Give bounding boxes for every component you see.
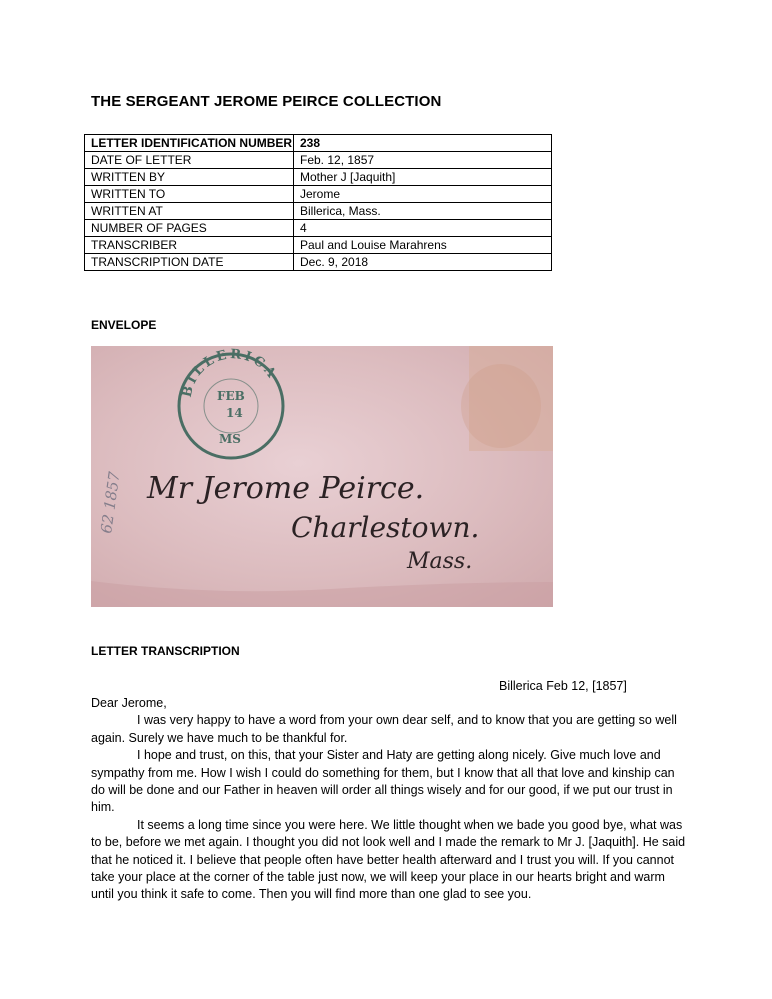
envelope-drawing bbox=[91, 346, 553, 607]
letter-place-date: Billerica Feb 12, [1857] bbox=[499, 679, 627, 693]
postmark-day: 14 bbox=[226, 406, 243, 420]
letter-body bbox=[91, 695, 691, 904]
row-label: DATE OF LETTER bbox=[85, 152, 294, 169]
row-label: LETTER IDENTIFICATION NUMBER bbox=[85, 135, 294, 152]
row-value: Dec. 9, 2018 bbox=[294, 254, 552, 271]
row-value: Jerome bbox=[294, 186, 552, 203]
address-line-2: Charlestown. bbox=[291, 511, 480, 544]
postmark-month: FEB bbox=[217, 389, 245, 403]
envelope-heading: ENVELOPE bbox=[91, 318, 157, 332]
table-row bbox=[85, 186, 552, 203]
table-row bbox=[85, 152, 552, 169]
table-row bbox=[85, 135, 552, 152]
row-label: NUMBER OF PAGES bbox=[85, 220, 294, 237]
letter-paragraph: I hope and trust, on this, that your Sister and Haty are getting along nicely. Give much love and sympathy from me. How I wish I could do something for them, but I know that all that love and kinship can do will be done and our Father in heaven will order all things wisely and for our good, if we put our trust in him. bbox=[91, 748, 675, 815]
letter-paragraph: I was very happy to have a word from your own dear self, and to know that you are getting so well again. Surely we have much to be thankful for. bbox=[91, 713, 677, 745]
row-label: TRANSCRIBER bbox=[85, 237, 294, 254]
table-row bbox=[85, 220, 552, 237]
page-title: THE SERGEANT JEROME PEIRCE COLLECTION bbox=[91, 93, 442, 110]
address-line-3: Mass. bbox=[407, 549, 473, 574]
row-label: TRANSCRIPTION DATE bbox=[85, 254, 294, 271]
row-value: Mother J [Jaquith] bbox=[294, 169, 552, 186]
stain-shadow bbox=[461, 364, 541, 448]
letter-paragraph: It seems a long time since you were here. We little thought when we bade you good bye, what was to be, before we met again. I thought you did not look well and I made the remark to Mr J. [Jaquith]. He said that he noticed it. I believe that people often have better health afterward and I trust you will. If you cannot take your place at the corner of the table just now, we will keep your place in our hearts bright and warm until you think it safe to come. Then you will find more than one glad to see you. bbox=[91, 817, 686, 902]
row-value: Paul and Louise Marahrens bbox=[294, 237, 552, 254]
row-label: WRITTEN BY bbox=[85, 169, 294, 186]
transcription-heading: LETTER TRANSCRIPTION bbox=[91, 644, 240, 658]
row-value: 4 bbox=[294, 220, 552, 237]
postmark-town: BILLERICA bbox=[179, 347, 281, 399]
table-row bbox=[85, 203, 552, 220]
row-label: WRITTEN TO bbox=[85, 186, 294, 203]
table-row bbox=[85, 169, 552, 186]
letter-salutation: Dear Jerome, bbox=[91, 696, 167, 710]
address-line-1: Mr Jerome Peirce. bbox=[147, 471, 425, 506]
table-row bbox=[85, 254, 552, 271]
postmark-state: MS bbox=[219, 432, 241, 446]
letter-info-table bbox=[84, 134, 552, 271]
envelope-image bbox=[91, 346, 553, 607]
row-value: Billerica, Mass. bbox=[294, 203, 552, 220]
row-value: 238 bbox=[294, 135, 552, 152]
table-row bbox=[85, 237, 552, 254]
row-label: WRITTEN AT bbox=[85, 203, 294, 220]
bottom-edge-shading bbox=[91, 581, 553, 607]
margin-note: 62 1857 bbox=[97, 470, 124, 535]
row-value: Feb. 12, 1857 bbox=[294, 152, 552, 169]
